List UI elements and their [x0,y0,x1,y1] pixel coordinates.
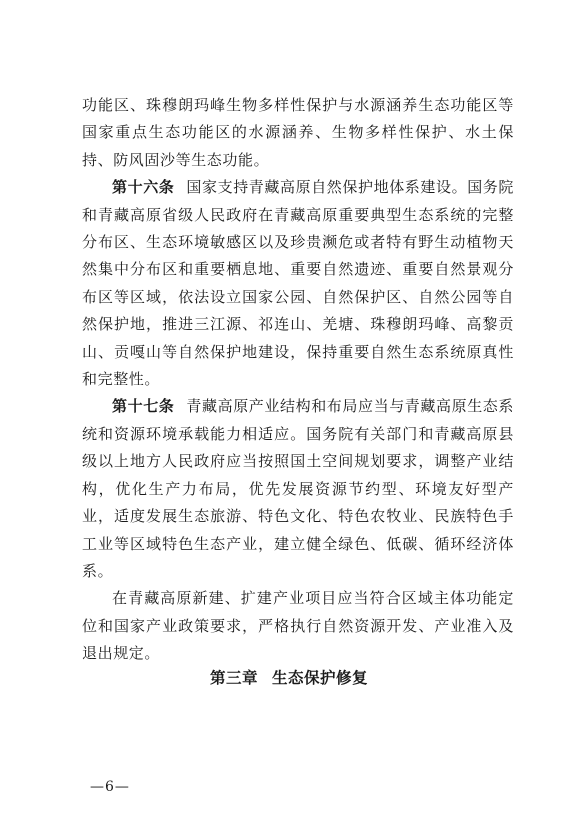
body-text [82,92,514,668]
article-number: 第十七条 [112,397,175,416]
article-17-second-paragraph [82,585,514,667]
article-number: 第十六条 [112,178,175,197]
paragraph-text: 青藏高原产业结构和布局应当与青藏高原生态系统和资源环境承载能力相适应。国务院有关部门和青藏高原县级以上地方人民政府应当按照国土空间规划要求，调整产业结构，优化生产力布局，优先发展资源节约型、环境友好型产业，适度发展生态旅游、特色文化、特色农牧业、民族特色手工业等区域特色生态产业，建立健全绿色、低碳、循环经济体系。 [82,397,515,580]
paragraph-text: 国家支持青藏高原自然保护地体系建设。国务院和青藏高原省级人民政府在青藏高原重要典型生态系统的完整分布区、生态环境敏感区以及珍贵濒危或者特有野生动植物天然集中分布区和重要栖息地、重要自然遗迹、重要自然景观分布区等区域，依法设立国家公园、自然保护区、自然公园等自然保护地，推进三江源、祁连山、羌塘、珠穆朗玛峰、高黎贡山、贡嘎山等自然保护地建设，保持重要自然生态系统原真性和完整性。 [82,178,515,389]
paragraph-continuation [82,92,514,174]
article-17-paragraph [82,393,514,585]
chapter-title: 生态保护修复 [272,669,369,687]
paragraph-text: 在青藏高原新建、扩建产业项目应当符合区域主体功能定位和国家产业政策要求，严格执行自然资源开发、产业准入及退出规定。 [82,589,514,663]
chapter-number: 第三章 [209,669,258,687]
paragraph-text: 功能区、珠穆朗玛峰生物多样性保护与水源涵养生态功能区等国家重点生态功能区的水源涵养、生物多样性保护、水土保持、防风固沙等生态功能。 [82,96,514,169]
article-16-paragraph [82,174,514,393]
chapter-heading [0,666,578,688]
page-number: —6— [90,779,130,795]
